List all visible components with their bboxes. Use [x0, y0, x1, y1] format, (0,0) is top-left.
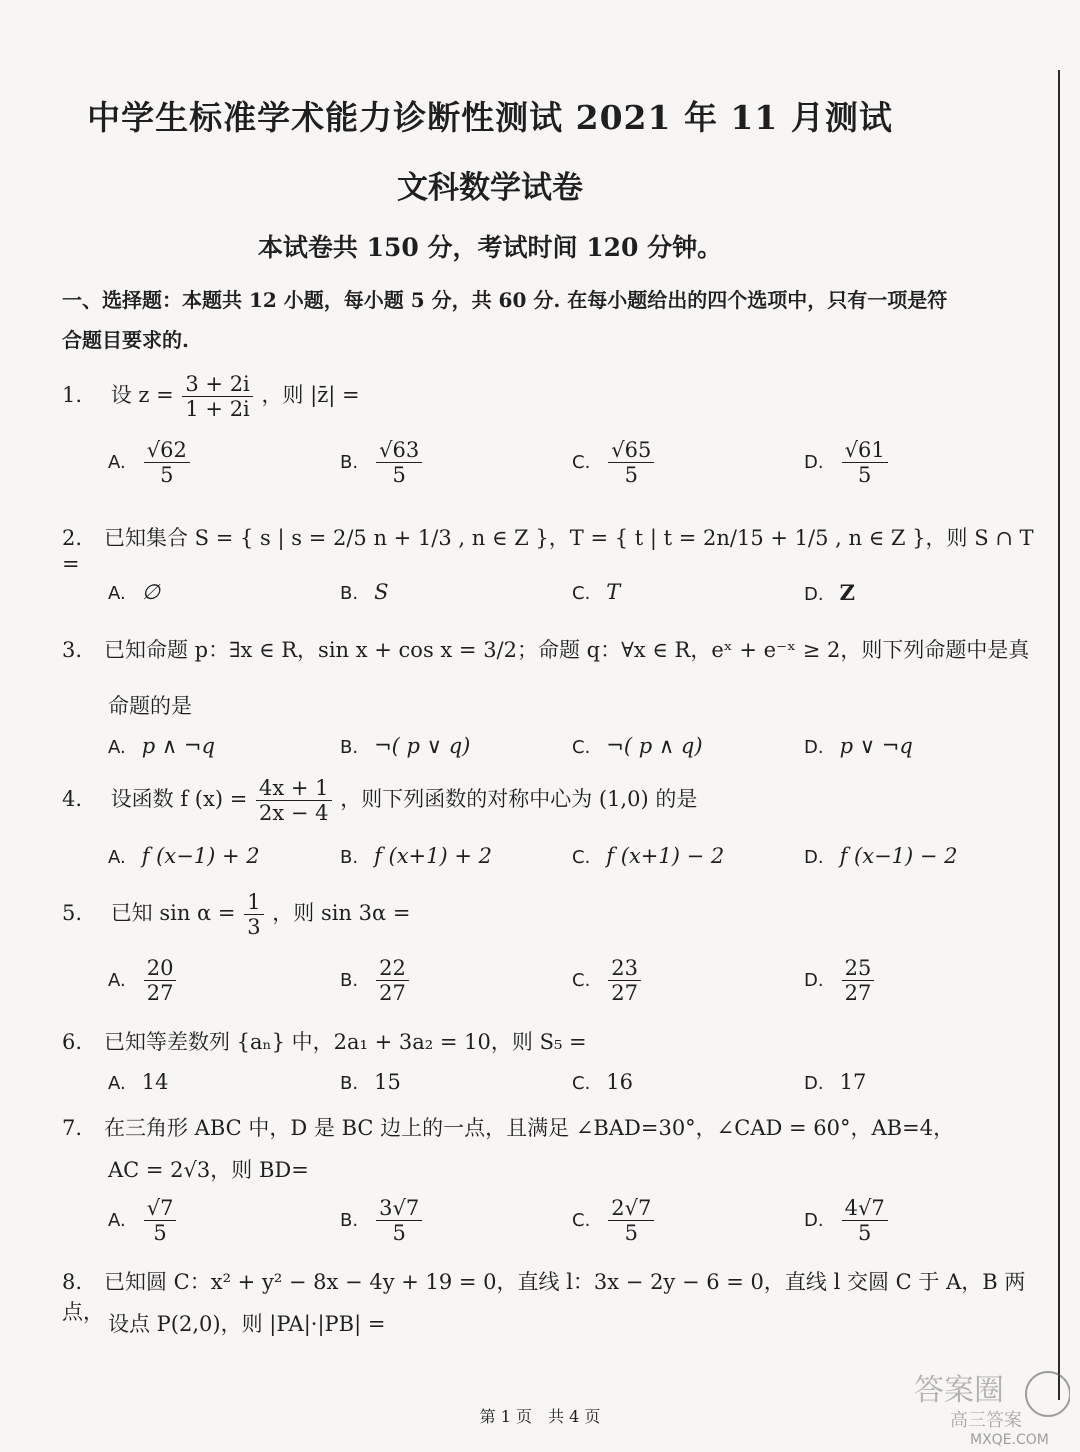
question-text: 设函数 f (x) = [110, 787, 248, 812]
question-number: 7. [62, 1116, 83, 1140]
option-d: D. $\frac{√61}{5}$ [804, 438, 890, 487]
option-a: A. f (x−1) + 2 [108, 844, 260, 868]
option-c: C. f (x+1) − 2 [572, 844, 725, 868]
exam-subtitle: 文科数学试卷 [397, 170, 583, 206]
option-b: B. ¬( p ∨ q) [340, 734, 471, 758]
question-number: 2. [62, 526, 83, 550]
watermark-logo [910, 1366, 1070, 1446]
option-c: C. $\frac{2√7}{5}$ [572, 1196, 656, 1245]
option-a: A. $\frac{√7}{5}$ [108, 1196, 178, 1245]
question-text: 在三角形 ABC 中，D 是 BC 边上的一点，且满足 ∠BAD=30°，∠CAD = 60°，AB=4， [104, 1116, 955, 1140]
question-number: 8. [62, 1270, 83, 1294]
option-a: A. $\frac{20}{27}$ [108, 956, 178, 1005]
question-3-cont: 命题的是 [108, 694, 192, 718]
fraction: $\frac{3 + 2i}{1 + 2i}$ [182, 372, 252, 421]
option-a: A. $\frac{√62}{5}$ [108, 438, 192, 487]
exam-title: 中学生标准学术能力诊断性测试 2021 年 11 月测试 [87, 98, 893, 137]
question-3 [62, 634, 1037, 664]
question-4 [62, 776, 1037, 825]
question-5 [62, 890, 1037, 939]
option-a: A. p ∧ ¬q [108, 734, 215, 758]
option-b: B. 15 [340, 1070, 401, 1094]
question-text: ，则下列函数的对称中心为 (1,0) 的是 [340, 787, 698, 812]
question-8-cont: 设点 P(2,0)，则 |PA|·|PB| = [108, 1312, 386, 1336]
question-text: ，则 sin 3α = [272, 901, 411, 926]
option-d: D. Z [804, 580, 855, 605]
option-b: B. S [340, 580, 389, 604]
question-text: 设 z = [110, 383, 174, 408]
option-d: D. 17 [804, 1070, 867, 1094]
watermark-site: MXQE.COM [970, 1432, 1049, 1446]
exam-note: 本试卷共 150 分，考试时间 120 分钟。 [257, 233, 723, 262]
option-c: C. T [572, 580, 621, 604]
question-text: 已知圆 C：x² + y² − 8x − 4y + 19 = 0，直线 l：3x − 2y − 6 = 0，直线 l 交圆 C 于 A，B 两点， [62, 1270, 1026, 1324]
question-7 [62, 1112, 1037, 1142]
instruction-line-2: 合题目要求的. [62, 328, 189, 352]
option-b: B. $\frac{3√7}{5}$ [340, 1196, 424, 1245]
margin-rule [1058, 70, 1060, 1400]
option-c: C. $\frac{23}{27}$ [572, 956, 643, 1005]
question-1 [62, 372, 1037, 421]
question-text: 已知等差数列 {aₙ} 中，2a₁ + 3a₂ = 10，则 S₅ = [104, 1030, 587, 1054]
question-text: 已知集合 S = { s | s = 2/5 n + 1/3 , n ∈ Z }，T = { t | t = 2n/15 + 1/5 , n ∈ Z }，则 S ∩ T = [62, 526, 1034, 576]
question-number: 5. [62, 901, 83, 926]
section-instruction [62, 280, 1037, 360]
option-b: B. f (x+1) + 2 [340, 844, 493, 868]
question-number: 6. [62, 1030, 83, 1054]
option-c: C. $\frac{√65}{5}$ [572, 438, 656, 487]
fraction: $\frac{4x + 1}{2x - 4}$ [256, 776, 332, 825]
option-c: C. 16 [572, 1070, 634, 1094]
option-d: D. $\frac{4√7}{5}$ [804, 1196, 890, 1245]
fraction: $\frac{1}{3}$ [244, 890, 263, 939]
option-a: A. 14 [108, 1070, 169, 1094]
question-number: 4. [62, 787, 83, 812]
watermark-subtext: 高三答案 [950, 1410, 1022, 1431]
option-d: D. $\frac{25}{27}$ [804, 956, 876, 1005]
option-d: D. p ∨ ¬q [804, 734, 913, 758]
question-text: ，则 |z̄| = [261, 383, 360, 408]
page-footer: 第 1 页 共 4 页 [479, 1407, 601, 1426]
question-6 [62, 1026, 1037, 1056]
instruction-line-1: 一、选择题：本题共 12 小题，每小题 5 分，共 60 分. 在每小题给出的四个选项中，只有一项是符 [62, 288, 948, 312]
question-7-cont: AC = 2√3，则 BD= [108, 1158, 309, 1182]
question-number: 1. [62, 383, 83, 408]
question-text: 已知 sin α = [110, 901, 236, 926]
question-text: 已知命题 p：∃x ∈ R，sin x + cos x = 3/2；命题 q：∀x ∈ R，eˣ + e⁻ˣ ≥ 2，则下列命题中是真 [104, 638, 1030, 662]
option-c: C. ¬( p ∧ q) [572, 734, 703, 758]
question-number: 3. [62, 638, 83, 662]
option-b: B. $\frac{22}{27}$ [340, 956, 411, 1005]
option-a: A. ∅ [108, 580, 161, 604]
watermark-text: 答案圈 [914, 1373, 1004, 1408]
option-d: D. f (x−1) − 2 [804, 844, 958, 868]
question-2 [62, 522, 1037, 576]
option-b: B. $\frac{√63}{5}$ [340, 438, 424, 487]
